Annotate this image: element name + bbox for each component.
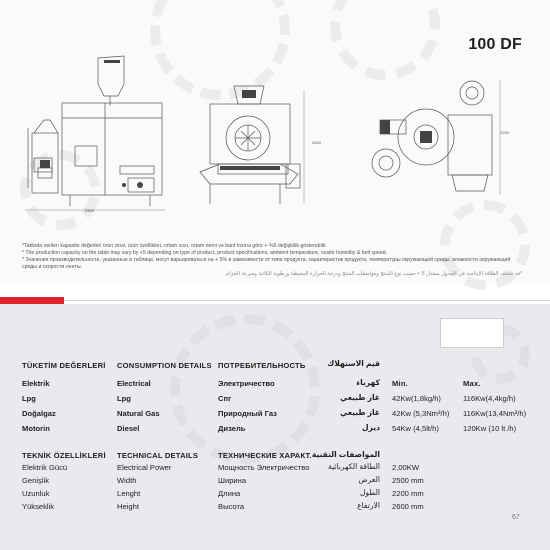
row-label-en: Electrical — [117, 379, 151, 388]
tech-value: 2600 mm — [392, 502, 424, 511]
tech-label-ru: Мощность Электричество — [218, 463, 310, 472]
tech-label-ru: Длина — [218, 489, 241, 498]
consumption-header-ru: ПОТРЕБИТЕЛЬНОСТЬ — [218, 361, 306, 370]
note-arabic: *قد تختلف الطاقة الإنتاجية في الجدول بمقدار 5 + حسب نوع المنتج ومواصفات المنتج ودرجة الحرارة المحيطة ورطوبة الكاتنة وسرعة الحزام — [226, 271, 522, 277]
tech-label-ar: العرض — [358, 475, 380, 484]
row-label-tr: Lpg — [22, 394, 36, 403]
row-label-en: Lpg — [117, 394, 131, 403]
tech-label-tr: Uzunluk — [22, 489, 50, 498]
tech-label-en: Width — [117, 476, 137, 485]
technical-header-ru: ТЕХНИЧЕСКИЕ ХАРАКТ. — [218, 451, 312, 460]
row-label-ar: ديزل — [361, 423, 380, 432]
row-label-ar: غاز طبيعي — [340, 393, 380, 402]
model-title: 100 DF — [468, 36, 522, 53]
tech-label-ru: Ширина — [218, 476, 247, 485]
row-label-en: Natural Gas — [117, 409, 160, 418]
technical-header-ar: المواصفات التقنية — [311, 450, 380, 459]
note-russian: * Значения производительности, указанные в таблице, могут варьироваться на + 5% в зависимости от типа продукта, характеристик продукта, температуры окружающей среды, влажности окружающей среды и скорости ленты. — [22, 257, 511, 270]
row-label-en: Diesel — [117, 424, 140, 433]
row-label-ru: Природный Газ — [218, 409, 277, 418]
tech-label-en: Height — [117, 502, 139, 511]
min-value: 42Kw (5,3Nm³/h) — [392, 409, 450, 418]
max-header: Max. — [463, 379, 481, 388]
min-value: 54Kw (4,5lt/h) — [392, 424, 439, 433]
technical-header-tr: TEKNİK ÖZELLİKLERİ — [22, 451, 106, 460]
min-header: Min. — [392, 379, 408, 388]
consumption-header-ar: قيم الاستهلاك — [327, 359, 380, 368]
note-turkish: *Tabloda verilen kapasite değerleri ürün cinsi, ürün özellikleri, ortam ısısı, ortam nemi ve bant hızına göre +-%5 değişkilik gösterebilir. — [22, 243, 327, 249]
depth-dimension: 2200 — [500, 130, 509, 135]
min-value: 42Kw(1,8kg/h) — [392, 394, 441, 403]
tech-value: 2,00KW — [392, 463, 420, 472]
page-number: 67 — [512, 514, 520, 521]
tech-value: 2200 mm — [392, 489, 424, 498]
row-label-ru: Дизель — [218, 424, 246, 433]
row-label-ru: Электричество — [218, 379, 275, 388]
tech-label-en: Lenght — [117, 489, 141, 498]
row-label-ar: غاز طبيعي — [340, 408, 380, 417]
consumption-header-en: CONSUMPTION DETAILS — [117, 361, 212, 370]
row-label-ar: كهرباء — [356, 378, 380, 387]
consumption-header-tr: TÜKETİM DEĞERLERİ — [22, 361, 106, 370]
row-label-tr: Motorin — [22, 424, 50, 433]
max-value: 116Kw(13,4Nm³/h) — [463, 409, 527, 418]
max-value: 116Kw(4,4kg/h) — [463, 394, 516, 403]
note-english: * The production capacity on the table may vary by +5 depending on type of product, product specifications, ambient temperature, ousite humidity & belt speed. — [22, 250, 388, 256]
row-label-tr: Doğalgaz — [22, 409, 56, 418]
width-dimension: 2500 — [85, 208, 94, 213]
tech-label-tr: Genişlik — [22, 476, 50, 485]
row-label-tr: Elektrik — [22, 379, 50, 388]
technical-header-en: TECHNICAL DETAILS — [117, 451, 199, 460]
tech-label-ar: الارتفاع — [357, 501, 380, 510]
tech-label-en: Electrical Power — [117, 463, 172, 472]
tech-label-ar: الطول — [359, 488, 380, 497]
row-label-ru: Спг — [218, 394, 232, 403]
tech-value: 2500 mm — [392, 476, 424, 485]
tech-label-ru: Высота — [218, 502, 245, 511]
max-value: 120Kw (10 lt /h) — [463, 424, 517, 433]
tech-label-tr: Elektrik Gücü — [22, 463, 68, 472]
tech-label-ar: الطاقة الكهربائية — [328, 462, 380, 471]
height-dimension: 2600 — [312, 140, 321, 145]
tech-label-tr: Yükseklik — [22, 502, 55, 511]
